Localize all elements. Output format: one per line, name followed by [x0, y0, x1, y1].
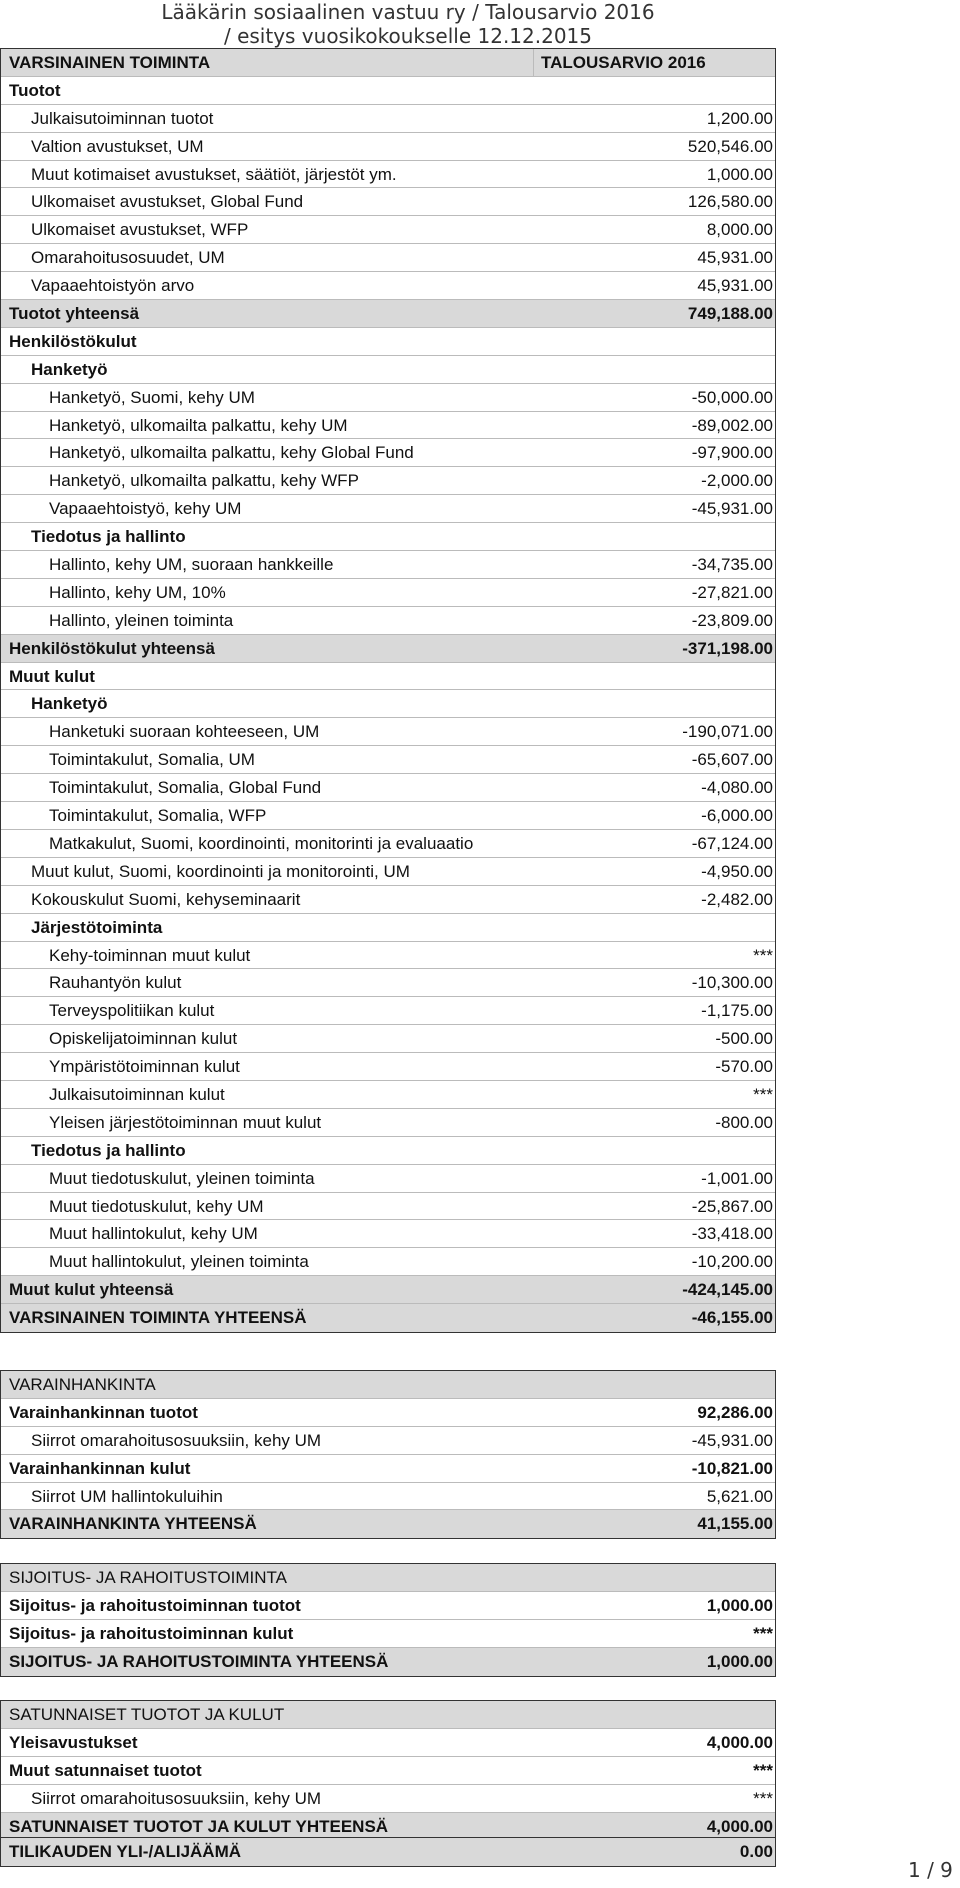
row-label: Tuotot yhteensä	[9, 304, 140, 324]
row-label: Siirrot UM hallintokuluihin	[31, 1486, 223, 1506]
table-row	[1, 1193, 775, 1221]
row-label: VARSINAINEN TOIMINTA	[9, 53, 211, 72]
row-label: Sijoitus- ja rahoitustoiminnan tuotot	[9, 1595, 301, 1615]
summary-row	[1, 1838, 775, 1866]
row-value: -190,071.00	[682, 722, 773, 742]
row-value: -2,482.00	[701, 889, 773, 909]
row-value: -371,198.00	[682, 638, 773, 658]
row-label: Muut tiedotuskulut, kehy UM	[49, 1196, 264, 1216]
row-value: -4,950.00	[701, 861, 773, 881]
row-label: Hanketyö	[31, 359, 108, 379]
table-row	[1, 1455, 775, 1483]
row-label: Hanketuki suoraan kohteeseen, UM	[49, 722, 320, 742]
row-label: Varainhankinnan tuotot	[9, 1402, 198, 1422]
header-line-2: / esitys vuosikokoukselle 12.12.2015	[223, 24, 593, 48]
row-label: Rauhantyön kulut	[49, 973, 182, 993]
row-value: -89,002.00	[691, 415, 773, 435]
document-header	[128, 0, 688, 48]
table-row	[1, 1785, 775, 1813]
table-row	[1, 690, 775, 718]
row-label: Ulkomaiset avustukset, Global Fund	[31, 192, 304, 212]
row-value: -500.00	[715, 1029, 773, 1049]
row-label: Omarahoitusosuudet, UM	[31, 248, 225, 268]
table-row	[1, 1137, 775, 1165]
table-row	[1, 942, 775, 970]
row-value: 1,000.00	[706, 1651, 773, 1671]
row-label: Vapaaehtoistyön arvo	[31, 276, 195, 296]
table-row	[1, 914, 775, 942]
row-value: -67,124.00	[691, 833, 773, 853]
row-label: Hanketyö, ulkomailta palkattu, kehy WFP	[49, 471, 359, 491]
row-label: Muut kulut yhteensä	[9, 1280, 174, 1300]
row-value: -570.00	[715, 1057, 773, 1077]
column-divider	[533, 49, 534, 76]
table-row	[1, 244, 775, 272]
row-label: SIJOITUS- JA RAHOITUSTOIMINTA	[9, 1568, 288, 1587]
row-value: -50,000.00	[691, 387, 773, 407]
row-value: ***	[753, 1760, 773, 1780]
row-label: Ulkomaiset avustukset, WFP	[31, 220, 249, 240]
row-label: Tiedotus ja hallinto	[31, 1140, 186, 1160]
table-row	[1, 746, 775, 774]
row-value: -65,607.00	[691, 750, 773, 770]
summary-row	[1, 1371, 775, 1399]
budget-section-table	[0, 1700, 776, 1841]
row-value: -45,931.00	[691, 499, 773, 519]
row-value: -4,080.00	[701, 778, 773, 798]
row-value: -6,000.00	[701, 806, 773, 826]
table-row	[1, 774, 775, 802]
row-value: 92,286.00	[697, 1402, 773, 1422]
row-value: -97,900.00	[691, 443, 773, 463]
row-value: -27,821.00	[691, 582, 773, 602]
row-value: 749,188.00	[687, 304, 773, 324]
summary-row	[1, 1510, 775, 1538]
budget-section-table	[0, 1563, 776, 1677]
budget-section-table	[0, 1370, 776, 1539]
row-label: Yleisen järjestötoiminnan muut kulut	[49, 1112, 322, 1132]
row-label: Varainhankinnan kulut	[9, 1458, 191, 1478]
row-value: -1,175.00	[701, 1001, 773, 1021]
row-label: Vapaaehtoistyö, kehy UM	[49, 499, 242, 519]
table-row	[1, 105, 775, 133]
summary-row	[1, 1701, 775, 1729]
row-label: Toimintakulut, Somalia, WFP	[49, 806, 267, 826]
row-value: 41,155.00	[697, 1514, 773, 1534]
table-row	[1, 1483, 775, 1511]
summary-row	[1, 1276, 775, 1304]
row-value: 520,546.00	[687, 136, 773, 156]
row-label: Muut kulut, Suomi, koordinointi ja monitorointi, UM	[31, 861, 410, 881]
table-row	[1, 1053, 775, 1081]
table-row	[1, 858, 775, 886]
row-label: Hallinto, yleinen toiminta	[49, 610, 234, 630]
row-label: SATUNNAISET TUOTOT JA KULUT YHTEENSÄ	[9, 1816, 389, 1836]
row-label: Kokouskulut Suomi, kehyseminaarit	[31, 889, 301, 909]
table-row	[1, 1081, 775, 1109]
row-value: -800.00	[715, 1112, 773, 1132]
row-value: 4,000.00	[706, 1816, 773, 1836]
row-value: -10,300.00	[691, 973, 773, 993]
budget-section-table	[0, 1837, 776, 1867]
row-value: -23,809.00	[691, 610, 773, 630]
row-label: TILIKAUDEN YLI-/ALIJÄÄMÄ	[9, 1842, 242, 1861]
row-value: 5,621.00	[706, 1486, 773, 1506]
row-value: TALOUSARVIO 2016	[541, 53, 706, 72]
row-label: Kehy-toiminnan muut kulut	[49, 945, 251, 965]
table-row	[1, 77, 775, 105]
table-row	[1, 328, 775, 356]
row-label: VARAINHANKINTA	[9, 1375, 156, 1394]
row-label: Opiskelijatoiminnan kulut	[49, 1029, 238, 1049]
row-label: Henkilöstökulut	[9, 331, 137, 351]
row-label: Muut hallintokulut, yleinen toiminta	[49, 1252, 309, 1272]
row-value: -1,001.00	[701, 1168, 773, 1188]
table-row	[1, 607, 775, 635]
row-label: Muut hallintokulut, kehy UM	[49, 1224, 258, 1244]
table-row	[1, 1757, 775, 1785]
table-row	[1, 1427, 775, 1455]
table-row	[1, 356, 775, 384]
row-value: -424,145.00	[682, 1280, 773, 1300]
row-value: 1,000.00	[706, 164, 773, 184]
table-row	[1, 969, 775, 997]
row-value: 126,580.00	[687, 192, 773, 212]
row-value: ***	[753, 1788, 773, 1808]
header-line-1: Lääkärin sosiaalinen vastuu ry / Talousarvio 2016	[161, 0, 655, 24]
table-row	[1, 886, 775, 914]
summary-row	[1, 300, 775, 328]
row-label: Matkakulut, Suomi, koordinointi, monitorinti ja evaluaatio	[49, 833, 474, 853]
row-value: -45,931.00	[691, 1430, 773, 1450]
table-row	[1, 1109, 775, 1137]
table-row	[1, 523, 775, 551]
row-label: Siirrot omarahoitusosuuksiin, kehy UM	[31, 1430, 322, 1450]
table-row	[1, 802, 775, 830]
table-row	[1, 272, 775, 300]
row-label: Järjestötoiminta	[31, 917, 163, 937]
summary-row	[1, 1648, 775, 1676]
row-label: Muut kotimaiset avustukset, säätiöt, järjestöt ym.	[31, 164, 397, 184]
row-value: ***	[753, 945, 773, 965]
row-value: -33,418.00	[691, 1224, 773, 1244]
summary-row	[1, 635, 775, 663]
table-row	[1, 551, 775, 579]
table-row	[1, 1025, 775, 1053]
row-label: VARAINHANKINTA YHTEENSÄ	[9, 1514, 257, 1534]
row-value: 45,931.00	[697, 248, 773, 268]
table-row	[1, 1399, 775, 1427]
page-number: 1 / 9	[908, 1858, 953, 1882]
row-value: 45,931.00	[697, 276, 773, 296]
table-row	[1, 1248, 775, 1276]
table-row	[1, 663, 775, 691]
table-row	[1, 216, 775, 244]
table-row	[1, 718, 775, 746]
row-label: Siirrot omarahoitusosuuksiin, kehy UM	[31, 1788, 322, 1808]
row-value: ***	[753, 1623, 773, 1643]
table-row	[1, 1620, 775, 1648]
table-row	[1, 1592, 775, 1620]
summary-row	[1, 1304, 775, 1332]
row-label: Hanketyö	[31, 694, 108, 714]
row-label: Hallinto, kehy UM, 10%	[49, 582, 226, 602]
row-label: SATUNNAISET TUOTOT JA KULUT	[9, 1705, 285, 1724]
row-label: Valtion avustukset, UM	[31, 136, 204, 156]
row-label: Julkaisutoiminnan tuotot	[31, 108, 214, 128]
table-row	[1, 412, 775, 440]
row-label: SIJOITUS- JA RAHOITUSTOIMINTA YHTEENSÄ	[9, 1651, 389, 1671]
table-row	[1, 188, 775, 216]
row-value: -46,155.00	[691, 1308, 773, 1328]
row-label: Yleisavustukset	[9, 1732, 138, 1752]
row-label: Tuotot	[9, 80, 61, 100]
row-value: 0.00	[739, 1842, 773, 1861]
row-value: -10,200.00	[691, 1252, 773, 1272]
row-value: 8,000.00	[706, 220, 773, 240]
row-label: Sijoitus- ja rahoitustoiminnan kulut	[9, 1623, 294, 1643]
row-label: Julkaisutoiminnan kulut	[49, 1084, 225, 1104]
row-value: -2,000.00	[701, 471, 773, 491]
table-row	[1, 1220, 775, 1248]
summary-row	[1, 1564, 775, 1592]
table-row	[1, 830, 775, 858]
table-row	[1, 1729, 775, 1757]
row-label: Muut kulut	[9, 666, 95, 686]
row-label: Muut satunnaiset tuotot	[9, 1760, 202, 1780]
row-value: -34,735.00	[691, 555, 773, 575]
budget-section-table	[0, 48, 776, 1333]
row-value: -10,821.00	[691, 1458, 773, 1478]
row-value: 4,000.00	[706, 1732, 773, 1752]
row-label: Tiedotus ja hallinto	[31, 527, 186, 547]
row-label: Toimintakulut, Somalia, Global Fund	[49, 778, 322, 798]
row-label: Hallinto, kehy UM, suoraan hankkeille	[49, 555, 334, 575]
row-label: Henkilöstökulut yhteensä	[9, 638, 215, 658]
table-row	[1, 439, 775, 467]
row-value: -25,867.00	[691, 1196, 773, 1216]
table-row	[1, 1165, 775, 1193]
table-row	[1, 161, 775, 189]
row-label: Hanketyö, ulkomailta palkattu, kehy Global Fund	[49, 443, 414, 463]
table-row	[1, 997, 775, 1025]
row-label: Toimintakulut, Somalia, UM	[49, 750, 255, 770]
table-row	[1, 495, 775, 523]
table-row	[1, 133, 775, 161]
table-row	[1, 467, 775, 495]
summary-row	[1, 49, 775, 77]
row-label: VARSINAINEN TOIMINTA YHTEENSÄ	[9, 1308, 307, 1328]
row-label: Terveyspolitiikan kulut	[49, 1001, 215, 1021]
row-label: Muut tiedotuskulut, yleinen toiminta	[49, 1168, 315, 1188]
row-value: 1,000.00	[706, 1595, 773, 1615]
row-label: Hanketyö, ulkomailta palkattu, kehy UM	[49, 415, 348, 435]
row-label: Hanketyö, Suomi, kehy UM	[49, 387, 255, 407]
row-label: Ympäristötoiminnan kulut	[49, 1057, 240, 1077]
row-value: ***	[753, 1084, 773, 1104]
table-row	[1, 384, 775, 412]
row-value: 1,200.00	[706, 108, 773, 128]
table-row	[1, 579, 775, 607]
